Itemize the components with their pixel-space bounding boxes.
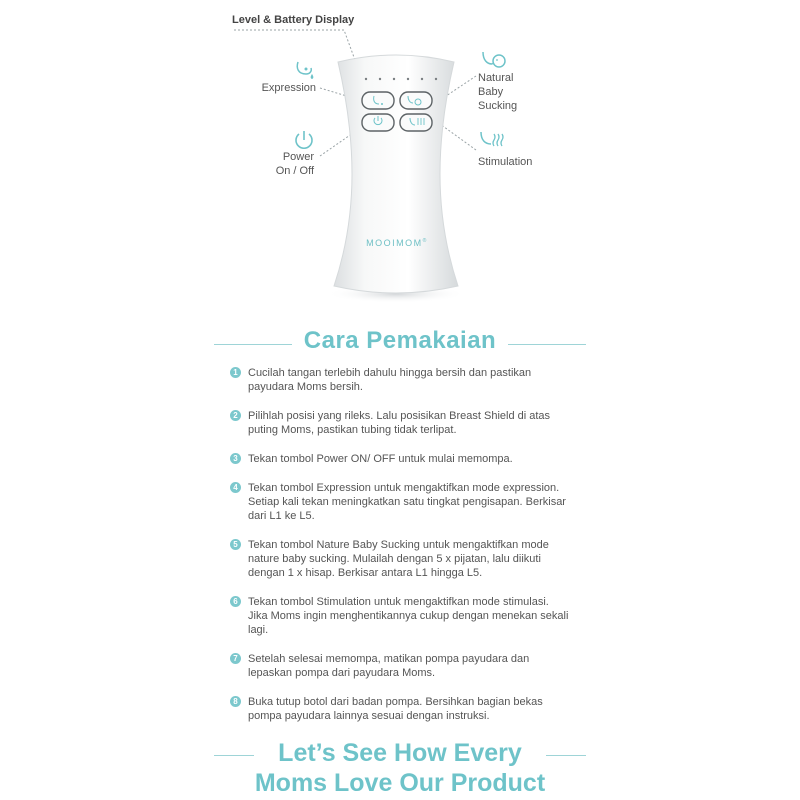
power-label-line1: Power (282, 151, 314, 163)
list-item (230, 695, 570, 723)
stimulation-label: Stimulation (478, 156, 533, 168)
step-text: Tekan tombol Nature Baby Sucking untuk mengaktifkan mode nature baby sucking. Mulailah dengan 5 x pijatan, lalu diikuti dengan 1 x hisap. Berkisar antara L1 hingga L5. (248, 539, 549, 579)
breast-drop-icon (292, 58, 318, 82)
step-text: Tekan tombol Stimulation untuk mengaktifkan mode stimulasi. Jika Moms ingin menghentikannya cukup dengan menekan sekali lagi. (248, 596, 569, 636)
brand-logo (360, 238, 434, 248)
list-item (230, 409, 570, 437)
step-text: Setelah selesai memompa, matikan pompa payudara dan lepaskan pompa dari payudara Moms. (248, 653, 530, 679)
list-item (230, 652, 570, 680)
level-battery-title: Level & Battery Display (232, 14, 355, 26)
natural-label-line3: Sucking (478, 100, 518, 112)
brand-mark: ® (422, 238, 428, 244)
list-item (230, 452, 570, 466)
section-title: Cara Pemakaian (303, 327, 497, 354)
step-text: Tekan tombol Expression untuk mengaktifkan mode expression. Setiap kali tekan meningkatkan satu tingkat pengisapan. Berkisar dari L1 ke L5. (248, 482, 566, 522)
natural-label-line2: Baby (478, 86, 504, 98)
power-label (256, 150, 314, 178)
power-icon (292, 128, 316, 152)
step-number-badge: 8 (230, 696, 241, 707)
step-number-badge: 1 (230, 367, 241, 378)
stimulation-icon (478, 128, 506, 150)
bottom-heading-line2: Moms Love Our Product (254, 769, 546, 797)
breast-pump-device (326, 52, 466, 306)
step-number-badge: 2 (230, 410, 241, 421)
step-number-badge: 4 (230, 482, 241, 493)
list-item (230, 595, 570, 637)
instruction-list (230, 366, 570, 738)
natural-baby-sucking-label (478, 71, 558, 113)
step-number-badge: 5 (230, 539, 241, 550)
list-item (230, 538, 570, 580)
bottom-heading-line1: Let’s See How Every (278, 739, 522, 767)
baby-face-icon (480, 48, 508, 70)
step-text: Pilihlah posisi yang rileks. Lalu posisikan Breast Shield di atas puting Moms, pastikan tubing tidak terlipat. (248, 410, 551, 436)
step-number-badge: 7 (230, 653, 241, 664)
expression-label: Expression (261, 82, 316, 94)
step-text: Buka tutup botol dari badan pompa. Bersihkan bagian bekas pompa payudara lainnya sesuai dengan instruksi. (248, 696, 543, 722)
brand-name: MOOIMOM (366, 238, 423, 248)
power-label-line2: On / Off (275, 165, 314, 177)
step-text: Cucilah tangan terlebih dahulu hingga bersih dan pastikan payudara Moms bersih. (248, 367, 532, 393)
step-text: Tekan tombol Power ON/ OFF untuk mulai memompa. (248, 453, 513, 465)
natural-label-line1: Natural (478, 72, 514, 84)
step-number-badge: 3 (230, 453, 241, 464)
bottom-heading (200, 738, 600, 798)
step-number-badge: 6 (230, 596, 241, 607)
list-item (230, 481, 570, 523)
list-item (230, 366, 570, 394)
